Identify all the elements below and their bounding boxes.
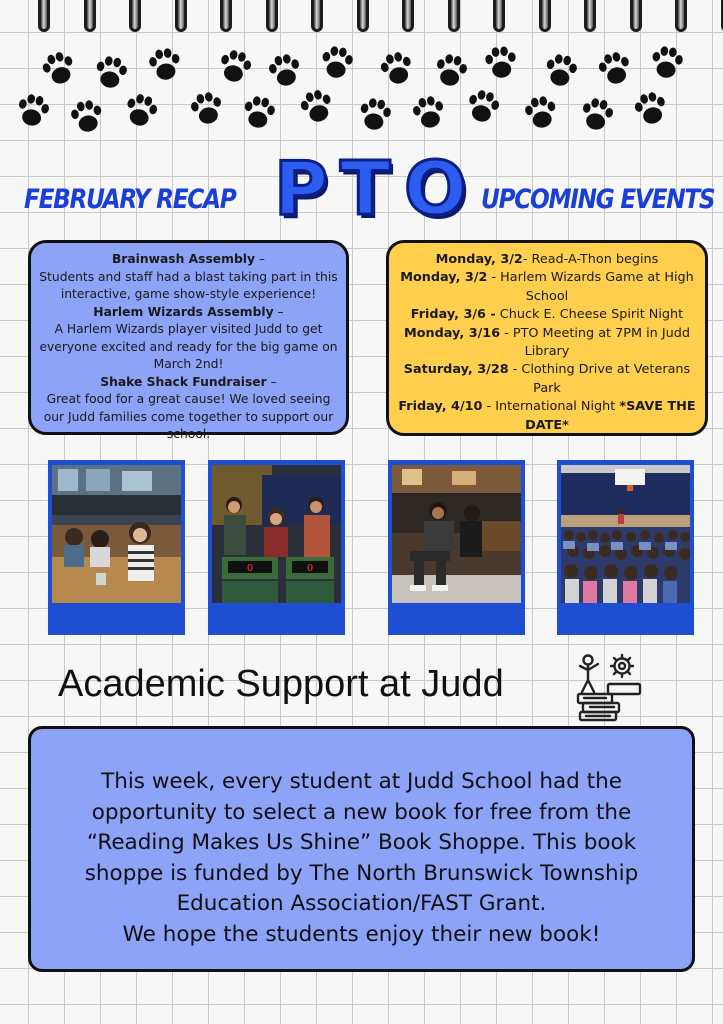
event-date: Monday, 3/16 <box>404 325 501 341</box>
paw-print-icon <box>212 44 258 90</box>
spiral-ring <box>675 0 687 32</box>
photo-game-show <box>212 465 341 603</box>
paw-print-icon <box>262 48 307 93</box>
paw-print-icon <box>428 48 473 93</box>
event-date: Friday, 3/6 - <box>410 307 496 323</box>
spiral-ring <box>84 0 96 32</box>
event-text: - Harlem Wizards Game at High School <box>487 270 694 304</box>
paw-print-icon <box>10 88 55 133</box>
paw-print-icon <box>65 95 109 139</box>
paw-print-icon <box>353 93 397 137</box>
svg-text:0: 0 <box>246 563 254 574</box>
recap-item-title: Brainwash Assembly <box>111 252 255 266</box>
spiral-ring <box>38 0 50 32</box>
event-text: - Clothing Drive at Veterans Park <box>508 362 691 396</box>
paw-print-icon <box>574 92 619 137</box>
event-text: Chuck E. Cheese Spirit Night <box>495 307 684 323</box>
spiral-ring <box>220 0 232 32</box>
paw-print-icon <box>293 83 340 130</box>
paw-print-icon <box>480 42 522 84</box>
event-date: Friday, 4/10 <box>398 399 483 415</box>
academic-text-line: Education Association/FAST Grant. <box>176 891 547 916</box>
paw-print-icon <box>374 46 421 93</box>
paw-print-icon <box>89 51 133 95</box>
paw-print-icon <box>184 86 229 131</box>
event-date: Monday, 3/2 <box>400 270 488 286</box>
spiral-ring <box>175 0 187 32</box>
svg-text:0: 0 <box>306 563 314 574</box>
recap-item-title: Harlem Wizards Assembly <box>93 304 274 319</box>
spiral-ring <box>402 0 414 32</box>
academic-text-line: shoppe is funded by The North Brunswick Township <box>84 860 639 886</box>
paw-print-decoration <box>0 40 723 140</box>
spiral-ring <box>493 0 505 32</box>
paw-print-icon <box>237 91 281 135</box>
paw-print-icon <box>406 90 451 135</box>
spiral-ring <box>311 0 323 32</box>
recap-item-text: Students and staff had a blast taking part in this interactive, game show-style experience! <box>39 269 338 301</box>
academic-support-title: Academic Support at Judd <box>58 663 504 705</box>
event-item <box>395 361 699 398</box>
event-item <box>395 325 699 362</box>
paw-print-icon <box>35 45 83 93</box>
event-item <box>395 398 699 435</box>
recap-item-title: Shake Shack Fundraiser <box>100 374 267 389</box>
paw-print-icon <box>144 44 187 87</box>
photo-frame-family-dinner <box>388 460 525 635</box>
paw-print-icon <box>316 42 359 85</box>
spiral-ring <box>129 0 141 32</box>
event-text: - PTO Meeting at 7PM in Judd Library <box>500 325 690 360</box>
pto-letter-o: O <box>404 146 467 232</box>
academic-text-line: We hope the students enjoy their new book! <box>122 921 601 947</box>
paw-print-icon <box>592 46 638 92</box>
academic-support-box <box>28 726 695 972</box>
event-item <box>395 251 699 269</box>
photo-frame-restaurant <box>48 460 185 635</box>
pto-letter-p: P <box>274 146 329 232</box>
spiral-ring <box>266 0 278 32</box>
photo-gym-assembly <box>561 465 690 603</box>
recap-item: Brainwash Assembly – Students and staff had a blast taking part in this interactive, game show-style experience! <box>39 252 338 301</box>
photo-frame-gym-assembly <box>557 460 694 635</box>
spiral-ring <box>584 0 596 32</box>
spiral-ring <box>539 0 551 32</box>
event-text: - International Night <box>482 399 620 415</box>
february-recap-box <box>28 240 349 441</box>
paw-print-icon <box>539 49 583 93</box>
event-text: - Read-A-Thon begins <box>522 252 659 267</box>
recap-item: Shake Shack Fundraiser – Great food for a great cause! We loved seeing our Judd families come together to support our school. <box>43 374 334 441</box>
spiral-ring <box>448 0 460 32</box>
academic-text-line: “Reading Makes Us Shine” Book Shoppe. This book <box>86 830 637 855</box>
spiral-ring <box>357 0 369 32</box>
spiral-ring <box>630 0 642 32</box>
event-date: Monday, 3/2 <box>435 252 523 267</box>
recap-item: Harlem Wizards Assembly – A Harlem Wizards player visited Judd to get everyone excited and ready for the big game on March 2nd! <box>39 304 338 371</box>
academic-text-line: opportunity to select a new book for free from the <box>91 799 632 825</box>
pto-letter-t: T <box>340 146 391 232</box>
book-stack-gear-icon <box>574 652 642 722</box>
photo-restaurant <box>52 465 181 603</box>
upcoming-events-box <box>386 240 708 436</box>
event-emphasis: *SAVE THE DATE* <box>525 399 696 433</box>
photo-frame-game-show <box>208 460 345 635</box>
event-date: Saturday, 3/28 <box>403 362 509 378</box>
february-recap-heading: FEBRUARY RECAP <box>24 184 236 215</box>
paw-print-icon <box>646 42 689 85</box>
paw-print-icon <box>628 86 674 132</box>
paw-print-icon <box>460 84 506 130</box>
academic-text-line: This week, every student at Judd School had the <box>101 769 622 794</box>
recap-item-text: A Harlem Wizards player visited Judd to get everyone excited and ready for the big game on March 2nd! <box>39 322 338 371</box>
event-item <box>395 269 699 306</box>
recap-item-text: Great food for a great cause! We loved seeing our Judd families come together to support our school. <box>43 392 334 441</box>
photo-family-dinner <box>392 465 521 603</box>
paw-print-icon <box>519 91 563 135</box>
event-item <box>395 306 699 324</box>
upcoming-events-heading: UPCOMING EVENTS <box>481 184 715 215</box>
spiral-binding <box>0 0 723 40</box>
